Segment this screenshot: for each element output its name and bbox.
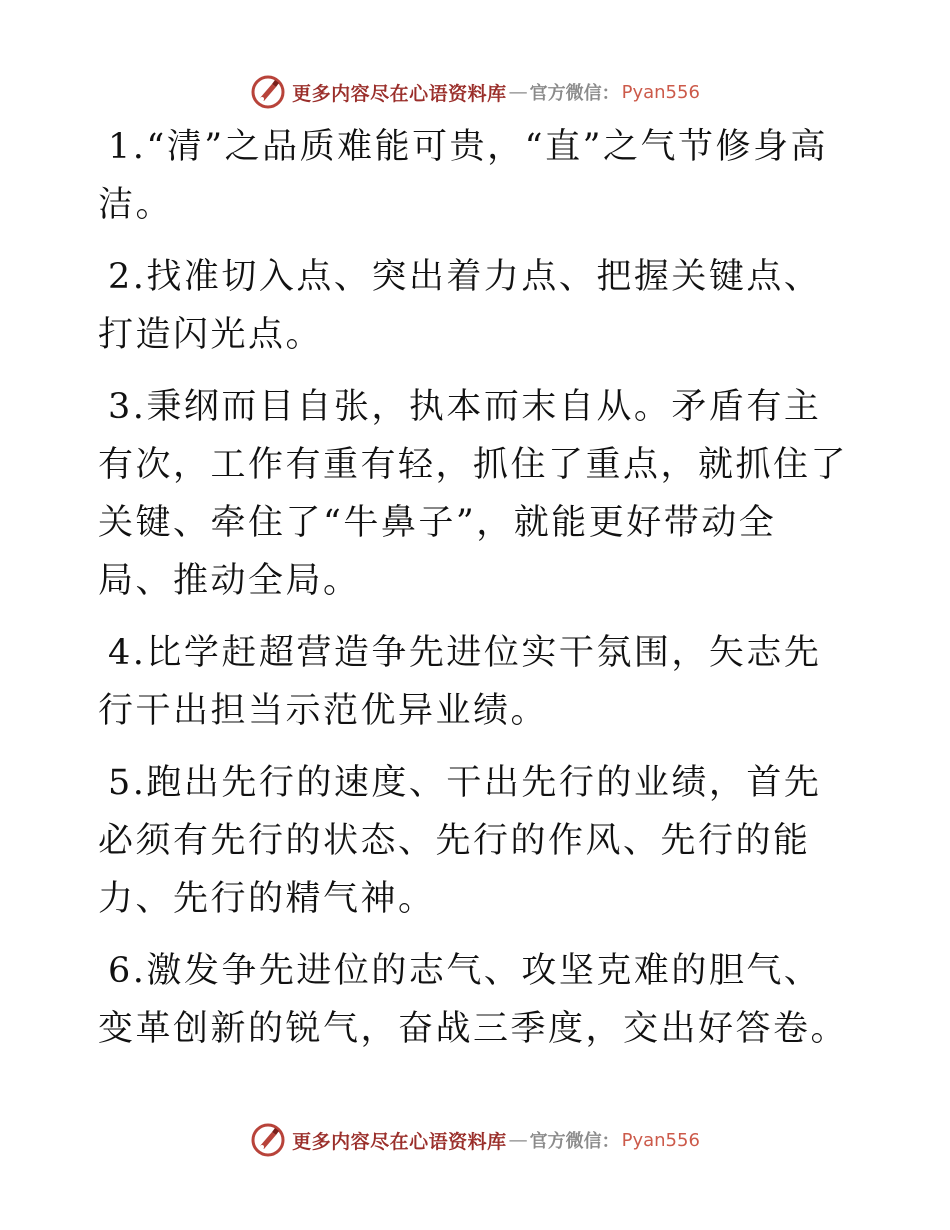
list-item: 3.秉纲而目自张，执本而末自从。矛盾有主有次，工作有重有轻，抓住了重点，就抓住了关键、牵住了“牛鼻子”，就能更好带动全局、推动全局。	[98, 387, 849, 601]
header-wechat-id: Pyan556	[621, 81, 700, 103]
footer-separator: —	[508, 1129, 528, 1151]
footer-label: 官方微信：	[529, 1131, 620, 1152]
header-label: 官方微信：	[529, 83, 620, 104]
list-item: 2.找准切入点、突出着力点、把握关键点、打造闪光点。	[98, 257, 822, 355]
footer-watermark	[0, 1118, 950, 1162]
header-separator: —	[508, 81, 528, 103]
list-item: 6.激发争先进位的志气、攻坚克难的胆气、变革创新的锐气，奋战三季度，交出好答卷。	[98, 951, 849, 1049]
header-brand: 更多内容尽在心语资料库	[292, 82, 507, 105]
list-item: 4.比学赶超营造争先进位实干氛围，矢志先行干出担当示范优异业绩。	[98, 633, 822, 731]
pen-logo-icon	[250, 74, 286, 110]
document-body	[98, 118, 850, 1072]
list-item: 5.跑出先行的速度、干出先行的业绩，首先必须有先行的状态、先行的作风、先行的能力、先行的精气神。	[98, 763, 822, 919]
footer-wechat-id: Pyan556	[621, 1129, 700, 1151]
list-item: 1.“清”之品质难能可贵，“直”之气节修身高洁。	[98, 127, 828, 225]
header-watermark	[0, 70, 950, 114]
footer-brand: 更多内容尽在心语资料库	[292, 1130, 507, 1153]
pen-logo-icon	[250, 1122, 286, 1158]
